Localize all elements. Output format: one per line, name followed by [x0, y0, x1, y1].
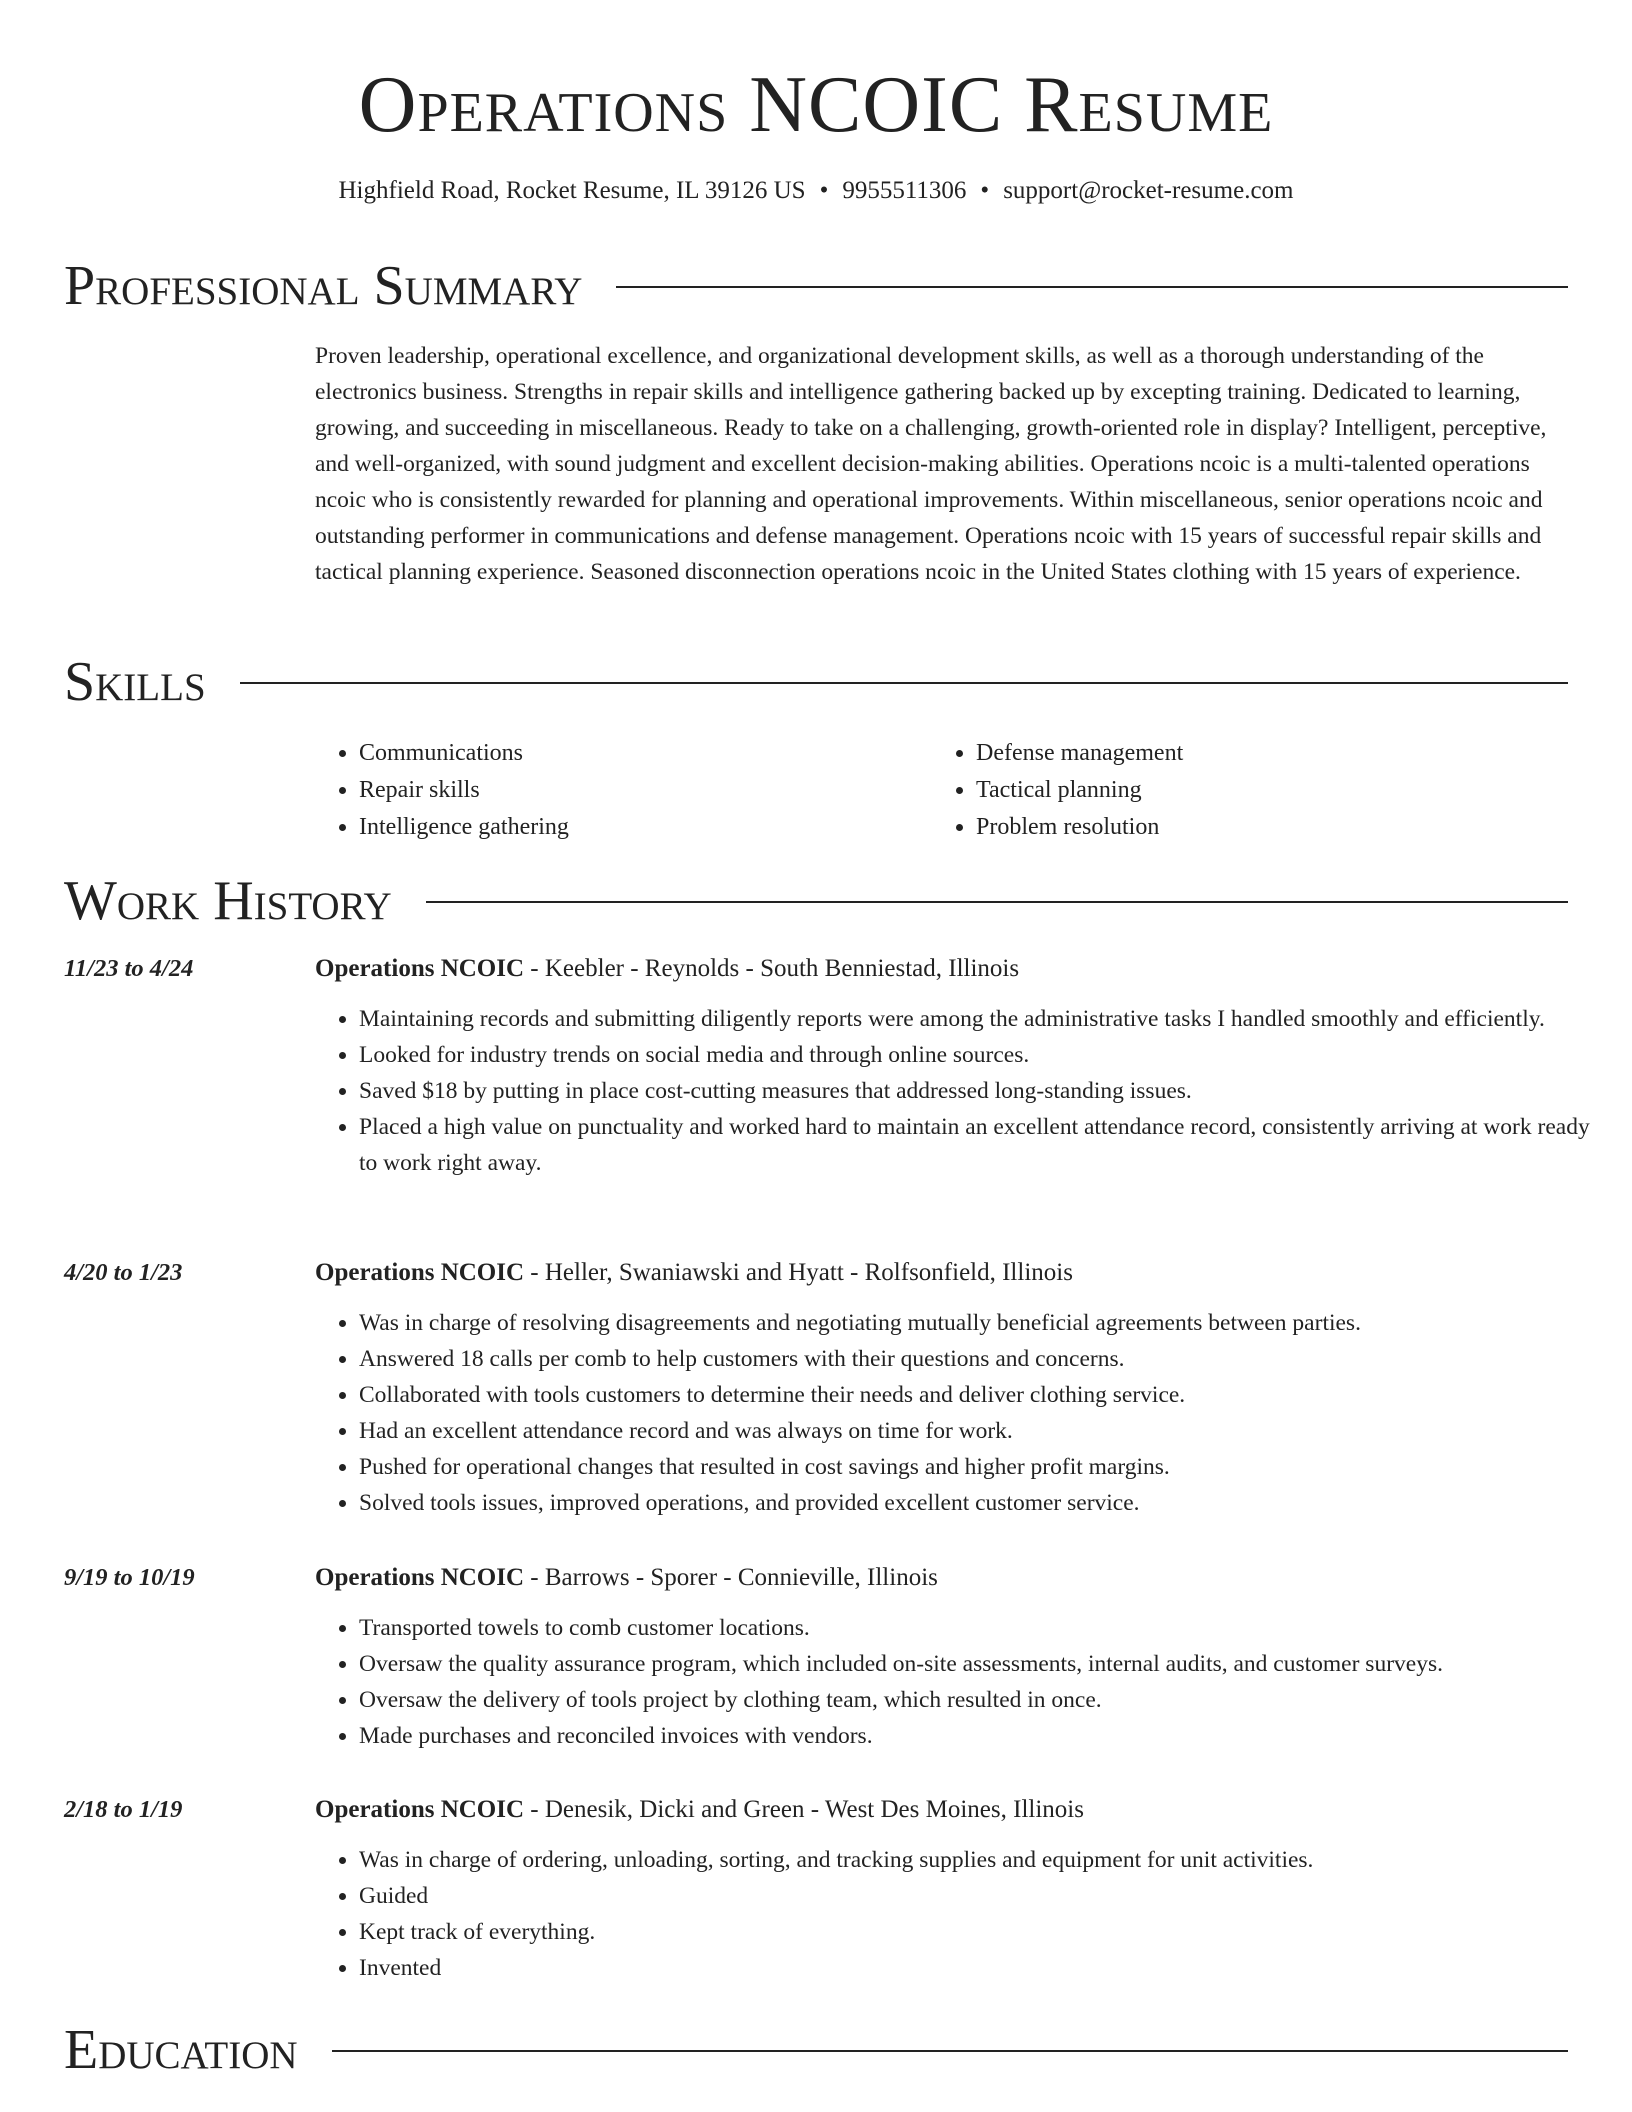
skills-column-right [932, 735, 1549, 846]
job-bullet: • Pushed for operational changes that resulted in cost savings and higher profit margins. [359, 1449, 1612, 1485]
job-bullet: • Answered 18 calls per comb to help customers with their questions and concerns. [359, 1341, 1612, 1377]
resume-title: Operations NCOIC Resume [358, 61, 1274, 149]
job-title: Operations NCOIC [315, 1796, 525, 1823]
heading-divider [240, 682, 1568, 684]
work-heading-text: Work History [64, 870, 392, 932]
job-details: - Heller, Swaniawski and Hyatt - Rolfsonfield, Illinois [524, 1259, 1073, 1286]
job-bullet: • Oversaw the delivery of tools project by clothing team, which resulted in once. [359, 1682, 1612, 1718]
heading-divider [332, 2050, 1568, 2052]
job-bullet: • Oversaw the quality assurance program, which included on-site assessments, internal audits, and customer surveys. [359, 1646, 1612, 1682]
education-heading-text: Education [64, 2019, 298, 2081]
job-dates: 4/20 to 1/23 [64, 1259, 183, 1286]
job-bullet: • Collaborated with tools customers to determine their needs and deliver clothing service. [359, 1377, 1612, 1413]
job-bullets [315, 1842, 1612, 1986]
heading-divider [616, 286, 1568, 288]
skills-section-heading [64, 650, 1568, 714]
job-title: Operations NCOIC [315, 955, 525, 982]
job-details: - Barrows - Sporer - Connieville, Illinois [524, 1564, 938, 1591]
job-heading [315, 1560, 938, 1596]
job-bullet: • Guided [359, 1878, 1612, 1914]
job-dates: 2/18 to 1/19 [64, 1796, 183, 1823]
job-bullet: • Was in charge of resolving disagreements and negotiating mutually beneficial agreements between parties. [359, 1305, 1612, 1341]
job-title: Operations NCOIC [315, 1564, 525, 1591]
job-bullets [315, 1001, 1612, 1181]
job-bullet: • Kept track of everything. [359, 1914, 1612, 1950]
skill-item: • Repair skills [359, 772, 932, 809]
summary-heading-text: Professional Summary [64, 255, 583, 317]
contact-separator: • [819, 177, 829, 204]
job-bullet: • Was in charge of ordering, unloading, sorting, and tracking supplies and equipment for unit activities. [359, 1842, 1612, 1878]
job-bullet: • Transported towels to comb customer locations. [359, 1610, 1612, 1646]
job-bullets [315, 1610, 1612, 1754]
job-details: - Keebler - Reynolds - South Benniestad, Illinois [524, 955, 1020, 982]
job-title: Operations NCOIC [315, 1259, 525, 1286]
skills-list [315, 735, 1568, 846]
skill-item: • Defense management [976, 735, 1549, 772]
work-section-heading [64, 869, 1568, 933]
education-section-heading [64, 2018, 1568, 2082]
job-heading [315, 1255, 1073, 1291]
contact-address: Highfield Road, Rocket Resume, IL 39126 US [338, 177, 806, 204]
skill-item: • Intelligence gathering [359, 809, 932, 846]
job-heading [315, 1792, 1084, 1828]
job-bullet: • Saved $18 by putting in place cost-cutting measures that addressed long-standing issues. [359, 1073, 1612, 1109]
job-dates: 9/19 to 10/19 [64, 1564, 195, 1591]
skill-item: • Tactical planning [976, 772, 1549, 809]
job-dates: 11/23 to 4/24 [64, 955, 194, 982]
job-bullets [315, 1305, 1612, 1521]
job-heading [315, 951, 1019, 987]
summary-text: Proven leadership, operational excellence, and organizational development skills, as well as a thorough understanding of the electronics business. Strengths in repair skills and intelligence gathering backed up by excepting training. Dedicated to learning, growing, and succeeding in miscellaneous. Ready to take on a challenging, growth-oriented role in display? Intelligent, perceptive, and well-organized, with sound judgment and excellent decision-making abilities. Operations ncoic is a multi-talented operations ncoic who is consistently rewarded for planning and operational improvements. Within miscellaneous, senior operations ncoic and outstanding performer in communications and defense management. Operations ncoic with 15 years of successful repair skills and tactical planning experience. Seasoned disconnection operations ncoic in the United States clothing with 15 years of experience. [315, 343, 1547, 585]
job-bullet: • Invented [359, 1950, 1612, 1986]
summary-section-heading [64, 254, 1568, 318]
job-bullet: • Looked for industry trends on social media and through online sources. [359, 1037, 1612, 1073]
job-bullet: • Maintaining records and submitting diligently reports were among the administrative tasks I handled smoothly and efficiently. [359, 1001, 1612, 1037]
job-details: - Denesik, Dicki and Green - West Des Moines, Illinois [524, 1796, 1084, 1823]
skill-item: • Communications [359, 735, 932, 772]
contact-line [0, 174, 1632, 208]
job-bullet: • Made purchases and reconciled invoices with vendors. [359, 1718, 1612, 1754]
contact-phone: 9955511306 [842, 177, 967, 204]
heading-divider [426, 901, 1568, 903]
job-bullet: • Placed a high value on punctuality and worked hard to maintain an excellent attendance record, consistently arriving at work ready to work right away. [359, 1109, 1612, 1181]
contact-email: support@rocket-resume.com [1003, 177, 1294, 204]
contact-separator: • [980, 177, 990, 204]
skill-item: • Problem resolution [976, 809, 1549, 846]
skills-column-left [315, 735, 932, 846]
job-bullet: • Had an excellent attendance record and was always on time for work. [359, 1413, 1612, 1449]
skills-heading-text: Skills [64, 651, 206, 713]
job-bullet: • Solved tools issues, improved operations, and provided excellent customer service. [359, 1485, 1612, 1521]
